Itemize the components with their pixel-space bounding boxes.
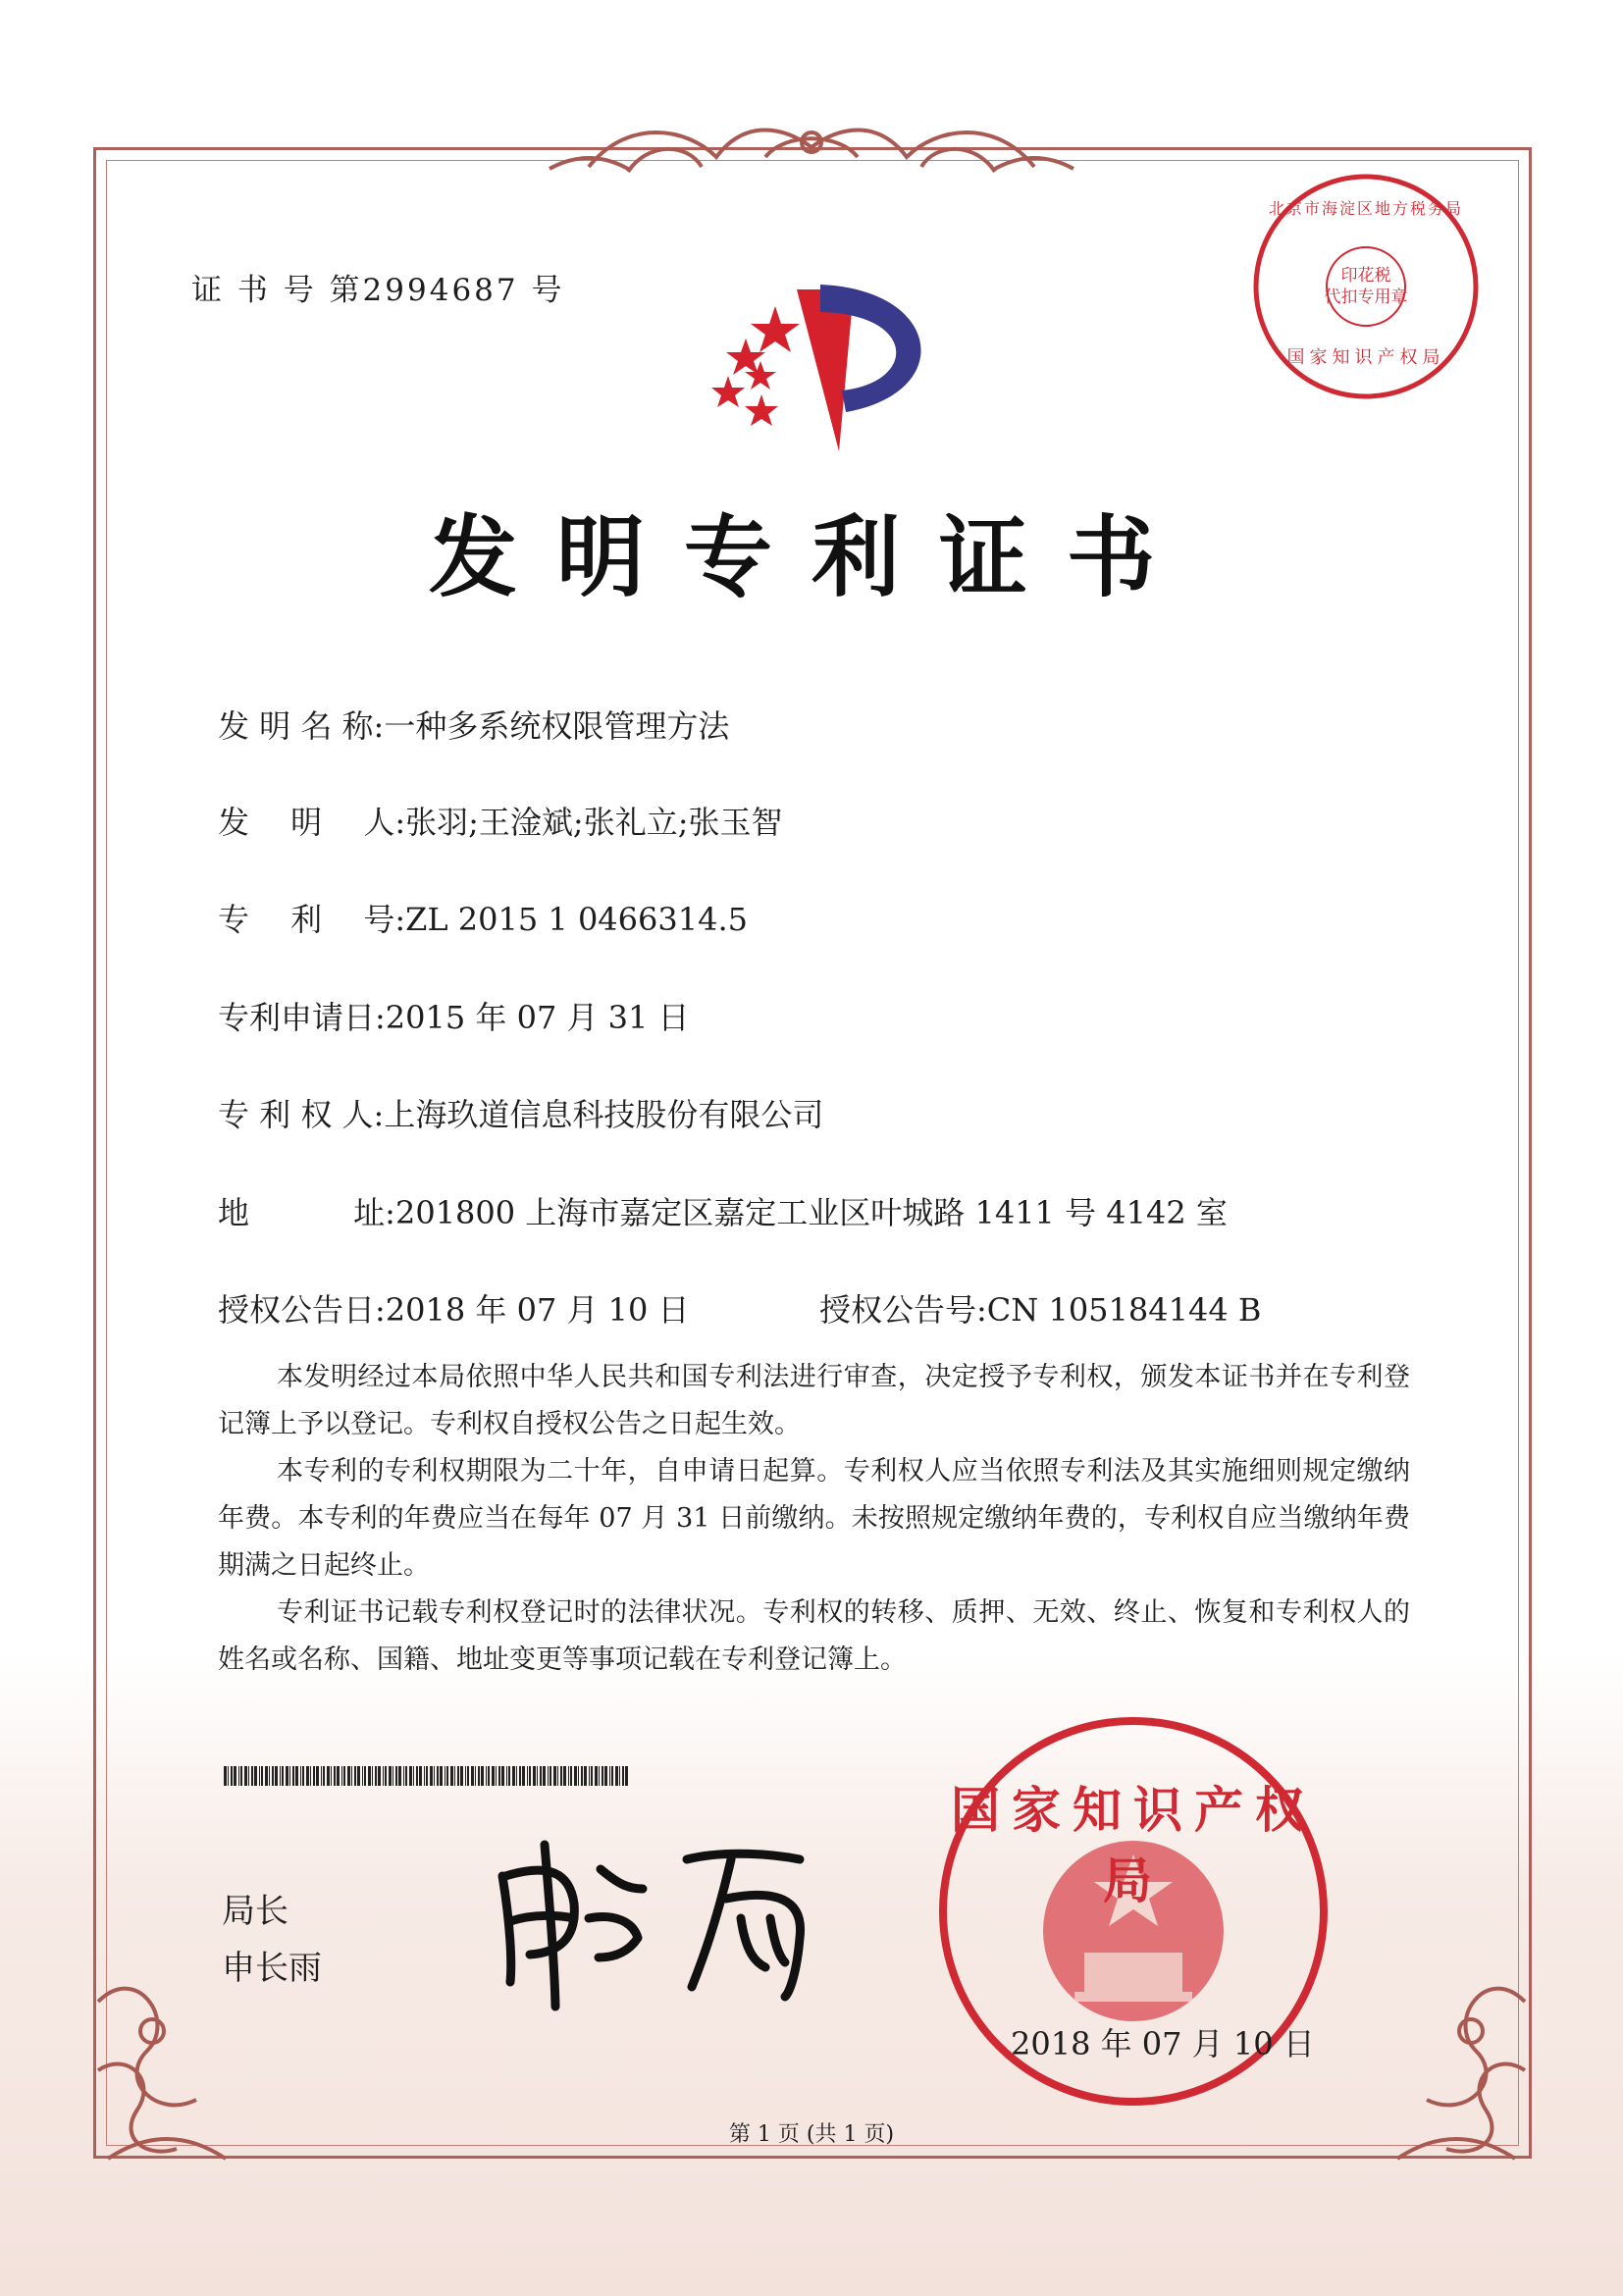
paragraph-legal-status: 专利证书记载专利权登记时的法律状况。专利权的转移、质押、无效、终止、恢复和专利权人的姓名或名称、国籍、地址变更等事项记载在专利登记簿上。 (218, 1597, 1410, 1675)
field-address (218, 1188, 1228, 1233)
field-invention-name (218, 702, 729, 747)
field-label: 发 明 名 称: (218, 707, 385, 745)
field-label: 专利申请日: (218, 999, 386, 1036)
certificate-body (218, 1354, 1410, 1684)
field-label: 专 利 号: (218, 901, 406, 938)
field-application-date (218, 993, 690, 1038)
tax-stamp-line2: 代扣专用章 (1324, 287, 1408, 307)
field-value: ZL 2015 1 0466314.5 (405, 901, 748, 938)
field-label: 专 利 权 人: (218, 1096, 385, 1133)
page-indicator: 第 1 页 (共 1 页) (728, 2122, 895, 2147)
field-patentee (218, 1090, 823, 1135)
certificate-title: 发明专利证书 (429, 506, 1194, 609)
tax-stamp-center-text (1266, 265, 1466, 308)
signature (502, 1845, 801, 2007)
field-label: 发 明 人: (218, 804, 406, 841)
barcode (224, 1766, 628, 1786)
official-seal-ring-text: 国家知识产权局 (951, 1782, 1316, 1909)
field-grant-number (819, 1285, 1261, 1331)
field-patent-number (218, 895, 748, 940)
field-value: 一种多系统权限管理方法 (384, 707, 730, 745)
tax-stamp-bottom-text: 国家知识产权局 (1286, 347, 1445, 368)
grant-number-label: 授权公告号: (819, 1291, 987, 1329)
tax-stamp-ring-text: 北京市海淀区地方税务局 (1268, 199, 1463, 218)
top-ornament (550, 130, 1073, 173)
signatory-name: 申长雨 (222, 1949, 322, 1988)
official-seal-date: 2018 年 07 月 10 日 (1011, 2025, 1315, 2062)
certificate-number: 证 书 号 第2994687 号 (191, 273, 565, 308)
field-value: 张羽;王淦斌;张礼立;张玉智 (405, 804, 783, 841)
tax-stamp-line1: 印花税 (1340, 266, 1391, 286)
grant-date-value: 2018 年 07 月 10 日 (385, 1291, 690, 1329)
field-value: 2015 年 07 月 31 日 (385, 999, 690, 1036)
signatory-title: 局长 (222, 1892, 288, 1931)
field-value: 201800 上海市嘉定区嘉定工业区叶城路 1411 号 4142 室 (394, 1194, 1228, 1231)
patent-office-logo (711, 285, 921, 451)
grant-number-value: CN 105184144 B (986, 1291, 1262, 1329)
grant-date-label: 授权公告日: (218, 1291, 386, 1329)
field-inventors (218, 798, 783, 843)
paragraph-grant: 本发明经过本局依照中华人民共和国专利法进行审查，决定授予专利权，颁发本证书并在专利登记簿上予以登记。专利权自授权公告之日起生效。 (218, 1362, 1410, 1439)
field-value: 上海玖道信息科技股份有限公司 (384, 1096, 824, 1133)
field-label: 地 址: (218, 1194, 395, 1231)
paragraph-term: 本专利的专利权期限为二十年，自申请日起算。专利权人应当依照专利法及其实施细则规定缴纳年费。本专利的年费应当在每年 07 月 31 日前缴纳。未按照规定缴纳年费的，专利权自应当缴纳年费期满之日起终止。 (218, 1456, 1410, 1581)
field-grant-date (218, 1285, 690, 1331)
